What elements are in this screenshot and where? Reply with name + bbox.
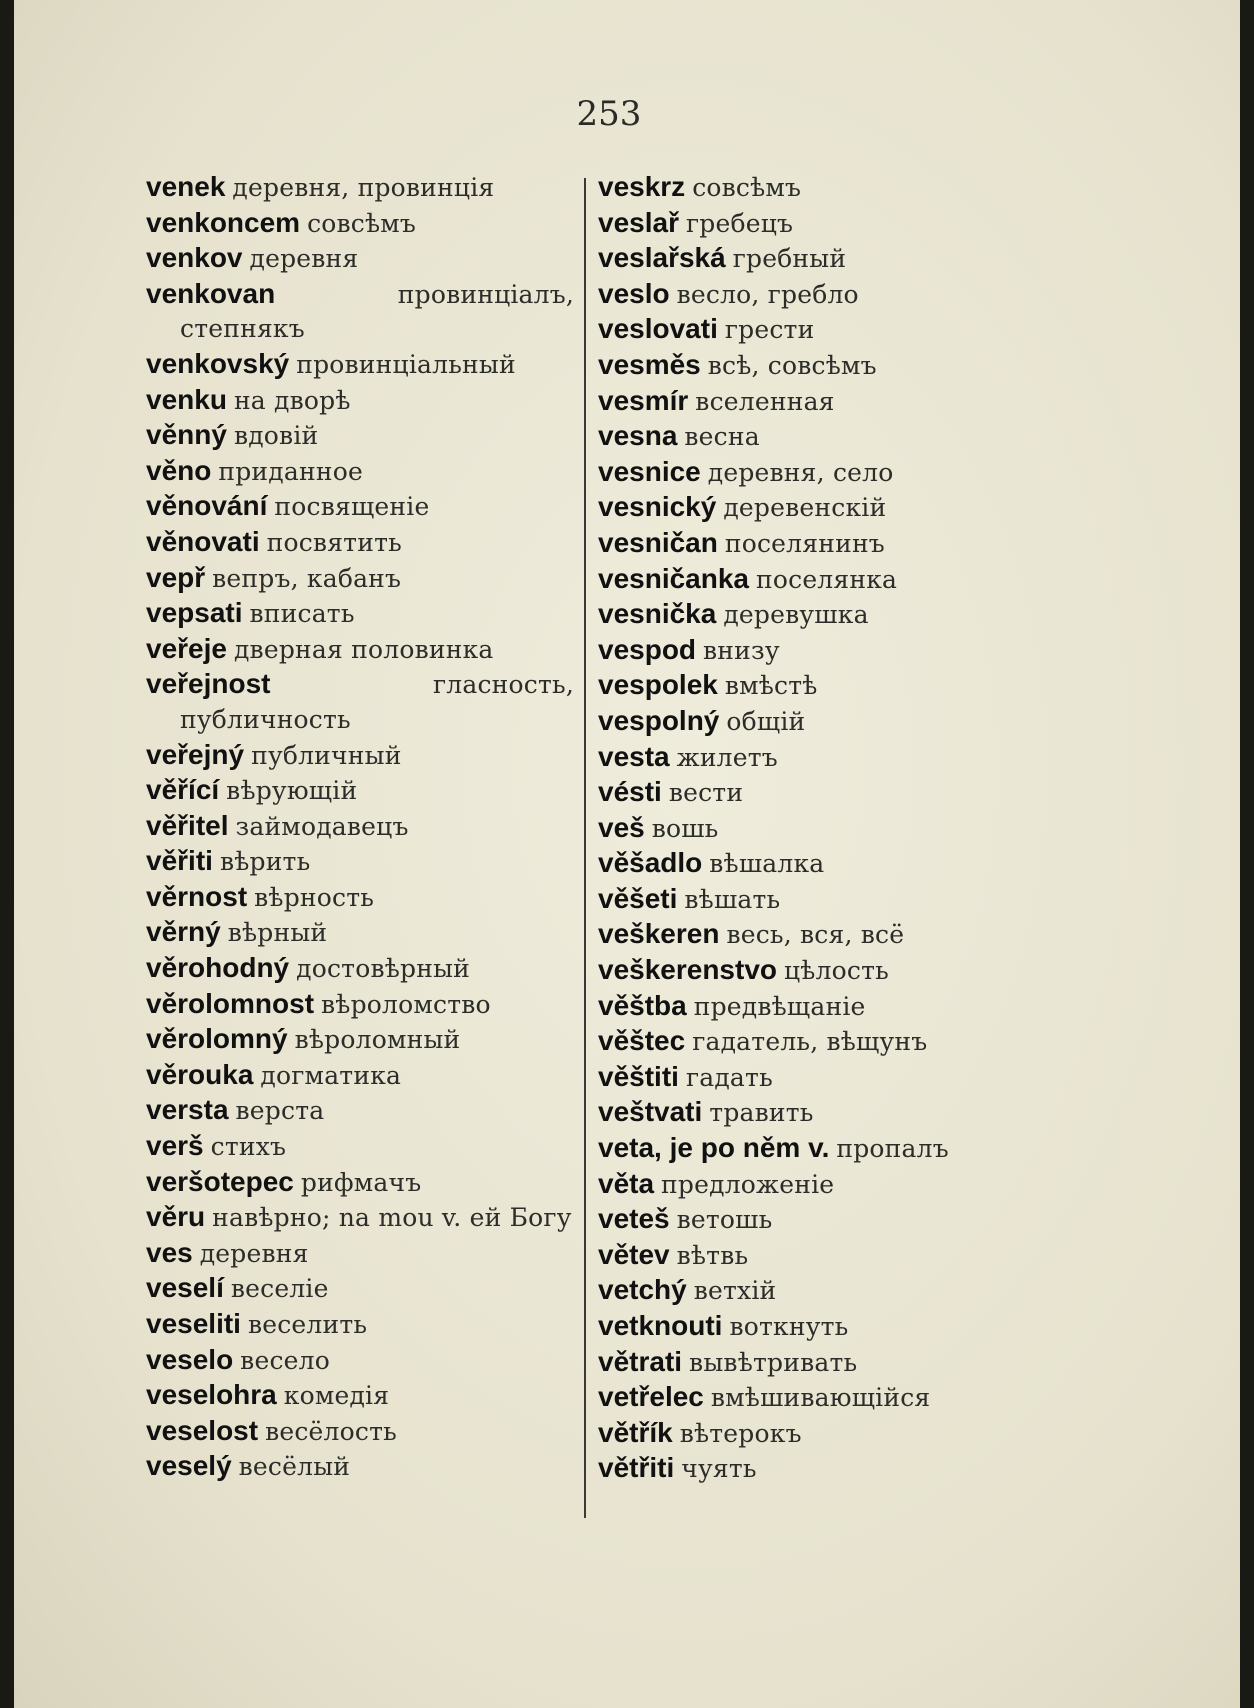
entry-headword: vespolek <box>598 669 718 701</box>
dictionary-entry <box>598 277 1018 313</box>
dictionary-entry <box>146 667 574 737</box>
entry-translation: вѣроломный <box>294 1025 461 1055</box>
entry-headword: veselý <box>146 1450 232 1482</box>
entry-translation: пропалъ <box>836 1134 949 1164</box>
dictionary-entry <box>146 951 574 987</box>
dictionary-entry <box>598 740 1018 776</box>
entry-translation: деревня <box>249 244 359 274</box>
entry-headword: věštba <box>598 989 687 1021</box>
entry-translation: деревня <box>199 1238 309 1268</box>
entry-translation: гадать <box>685 1062 773 1092</box>
entry-translation: поселянинъ <box>724 528 885 558</box>
dictionary-entry <box>146 206 574 242</box>
dictionary-entry <box>598 633 1018 669</box>
entry-headword: vepř <box>146 561 206 593</box>
dictionary-entry <box>146 347 574 383</box>
entry-translation: предвѣщаніе <box>693 991 866 1021</box>
dictionary-entry <box>598 419 1018 455</box>
dictionary-entry <box>146 915 574 951</box>
dictionary-entry <box>146 1022 574 1058</box>
entry-translation: комедія <box>283 1381 390 1411</box>
dictionary-entry <box>598 312 1018 348</box>
entry-headword: veslařská <box>598 242 726 274</box>
entry-headword: verš <box>146 1130 204 1162</box>
dictionary-entry <box>146 383 574 419</box>
entry-translation: вѣроломство <box>321 989 491 1019</box>
dictionary-entry <box>146 596 574 632</box>
dictionary-entry <box>598 704 1018 740</box>
entry-translation: вѣшать <box>684 884 781 914</box>
entry-translation: общій <box>726 706 806 736</box>
entry-headword: vesta <box>598 740 670 772</box>
entry-headword: vespod <box>598 633 697 665</box>
entry-headword: vesnice <box>598 455 701 487</box>
entry-headword: veslo <box>598 277 670 309</box>
entry-translation: на дворѣ <box>233 385 351 415</box>
dictionary-entry <box>598 206 1018 242</box>
dictionary-entry <box>146 1058 574 1094</box>
dictionary-entry <box>146 418 574 454</box>
entry-translation: стихъ <box>210 1132 287 1162</box>
entry-headword: věšadlo <box>598 847 703 879</box>
dictionary-entry <box>598 1416 1018 1452</box>
entry-headword: veselí <box>146 1272 224 1304</box>
dictionary-entry <box>146 809 574 845</box>
entry-headword: větev <box>598 1238 670 1270</box>
entry-translation: поселянка <box>756 564 898 594</box>
entry-headword: veršotepec <box>146 1165 294 1197</box>
dictionary-entry <box>598 562 1018 598</box>
entry-translation: вѣтвь <box>676 1240 749 1270</box>
entry-translation: провинціалъ, степнякъ <box>180 279 574 344</box>
dictionary-entry <box>598 1238 1018 1274</box>
entry-translation: вѣрность <box>254 882 375 912</box>
entry-translation: вдовій <box>233 421 319 451</box>
entry-translation: публичный <box>251 740 402 770</box>
dictionary-entry <box>598 1167 1018 1203</box>
entry-headword: vepsati <box>146 597 243 629</box>
entry-headword: veškeren <box>598 918 720 950</box>
entry-headword: věrohodný <box>146 952 290 984</box>
dictionary-entry <box>146 170 574 206</box>
dictionary-entry <box>146 277 574 347</box>
dictionary-entry <box>598 1309 1018 1345</box>
entry-translation: грести <box>724 315 815 345</box>
dictionary-entry <box>146 1129 574 1165</box>
dictionary-entry <box>598 1095 1018 1131</box>
entry-headword: věštiti <box>598 1060 679 1092</box>
entry-translation: совсѣмъ <box>692 173 802 202</box>
entry-translation: веселить <box>247 1310 368 1339</box>
entry-translation: деревушка <box>723 600 869 630</box>
entry-translation: вывѣтривать <box>689 1347 858 1377</box>
entry-headword: veřeje <box>146 632 227 664</box>
entry-headword: vesmír <box>598 384 689 416</box>
entry-translation: вмѣстѣ <box>724 671 818 701</box>
entry-headword: vesnička <box>598 598 717 630</box>
entry-translation: вѣрный <box>227 918 328 948</box>
dictionary-entry <box>146 489 574 525</box>
entry-headword: veštvati <box>598 1096 703 1128</box>
entry-translation: деревня, провинція <box>232 173 495 202</box>
entry-headword: věno <box>146 454 212 486</box>
entry-headword: vesměs <box>598 348 701 380</box>
entry-headword: veš <box>598 811 645 843</box>
entry-headword: vésti <box>598 776 662 808</box>
page-number: 253 <box>576 94 642 134</box>
entry-headword: věnování <box>146 490 268 522</box>
entry-headword: veřejnost <box>146 668 271 700</box>
entry-headword: věštec <box>598 1025 686 1057</box>
dictionary-entry <box>598 846 1018 882</box>
entry-headword: veškerenstvo <box>598 954 778 986</box>
entry-headword: veskrz <box>598 171 686 202</box>
entry-translation: ветхій <box>693 1276 777 1306</box>
dictionary-entry <box>146 1093 574 1129</box>
dictionary-entry <box>598 1202 1018 1238</box>
entry-headword: ves <box>146 1236 193 1268</box>
entry-translation: верста <box>235 1096 325 1126</box>
entry-headword: věrný <box>146 916 221 948</box>
dictionary-entry <box>598 953 1018 989</box>
entry-headword: vesničan <box>598 526 718 558</box>
entry-translation: весло, гребло <box>676 279 859 309</box>
entry-translation: всѣ, совсѣмъ <box>707 350 877 380</box>
entry-headword: veselost <box>146 1414 259 1446</box>
dictionary-entry <box>598 384 1018 420</box>
entry-headword: venkoncem <box>146 206 301 238</box>
entry-translation: чуять <box>681 1454 757 1484</box>
entry-headword: vesnický <box>598 491 717 523</box>
entry-translation: деревенскій <box>723 493 887 523</box>
entry-headword: veteš <box>598 1203 670 1235</box>
entry-headword: věřiti <box>146 845 213 877</box>
dictionary-entry <box>146 773 574 809</box>
entry-headword: větřiti <box>598 1452 675 1484</box>
entry-translation: вѣрующій <box>226 776 358 806</box>
entry-translation: ветошь <box>676 1205 773 1235</box>
entry-headword: veta, je po něm v. <box>598 1132 830 1164</box>
entry-headword: věšeti <box>598 882 678 914</box>
dictionary-entry <box>598 1345 1018 1381</box>
dictionary-entry <box>146 1165 574 1201</box>
entry-translation: вселенная <box>695 386 835 416</box>
dictionary-entry <box>146 454 574 490</box>
dictionary-entry <box>146 1343 574 1379</box>
entry-headword: věrolomnost <box>146 987 315 1019</box>
entry-headword: věru <box>146 1201 206 1233</box>
entry-translation: весёлость <box>265 1416 397 1446</box>
entry-translation: цѣлость <box>784 956 889 986</box>
entry-translation: займодавецъ <box>235 811 409 841</box>
entry-translation: вепръ, кабанъ <box>212 563 402 593</box>
entry-translation: воткнуть <box>729 1312 849 1341</box>
entry-translation: гребный <box>732 244 847 274</box>
entry-headword: veřejný <box>146 738 245 770</box>
entry-translation: провинціальный <box>296 349 516 379</box>
entry-translation: веселіе <box>230 1274 329 1304</box>
entry-translation: вмѣшивающійся <box>710 1383 931 1413</box>
dictionary-entry <box>146 844 574 880</box>
dictionary-entry <box>146 1271 574 1307</box>
dictionary-entry <box>146 525 574 561</box>
entry-translation: посвятить <box>266 527 402 557</box>
dictionary-entry <box>598 1060 1018 1096</box>
dictionary-entry <box>146 1414 574 1450</box>
entry-translation: вписать <box>249 599 355 629</box>
dictionary-entry <box>598 668 1018 704</box>
entry-translation: приданное <box>218 456 363 486</box>
entry-translation: деревня, село <box>707 457 894 487</box>
entry-headword: vetchý <box>598 1274 687 1306</box>
entry-translation: вѣрить <box>219 847 311 877</box>
entry-translation: гадатель, вѣщунъ <box>692 1027 928 1057</box>
entry-headword: věta <box>598 1167 655 1199</box>
entry-translation: дверная половинка <box>233 634 494 664</box>
dictionary-entry <box>598 1024 1018 1060</box>
entry-headword: veselohra <box>146 1379 277 1411</box>
entry-headword: věrnost <box>146 880 248 912</box>
entry-headword: vespolný <box>598 704 720 736</box>
entry-translation: весь, вся, всё <box>726 920 905 950</box>
dictionary-entry <box>146 561 574 597</box>
entry-headword: věřitel <box>146 809 229 841</box>
dictionary-entry <box>598 490 1018 526</box>
dictionary-entry <box>598 241 1018 277</box>
entry-translation: гласность, публичность <box>180 670 574 734</box>
dictionary-entry <box>598 170 1018 206</box>
entry-translation: посвященіе <box>274 492 430 522</box>
entry-headword: vetřelec <box>598 1381 704 1413</box>
entry-translation: вѣтерокъ <box>679 1418 802 1448</box>
right-column <box>598 170 1018 1487</box>
entry-headword: venek <box>146 171 226 202</box>
dictionary-entry <box>598 455 1018 491</box>
entry-headword: veselo <box>146 1343 234 1375</box>
dictionary-entry <box>598 348 1018 384</box>
dictionary-entry <box>146 738 574 774</box>
dictionary-entry <box>146 1236 574 1272</box>
dictionary-entry <box>598 882 1018 918</box>
entry-translation: вошь <box>651 813 719 843</box>
dictionary-entry <box>598 1380 1018 1416</box>
entry-headword: versta <box>146 1094 229 1126</box>
entry-translation: совсѣмъ <box>307 208 417 238</box>
dictionary-entry <box>598 1451 1018 1487</box>
entry-headword: věnný <box>146 419 227 451</box>
entry-translation: вѣшалка <box>709 849 825 879</box>
entry-translation: внизу <box>703 635 780 665</box>
entry-headword: vetknouti <box>598 1310 723 1341</box>
entry-headword: větrati <box>598 1345 683 1377</box>
entry-headword: venkovský <box>146 347 290 379</box>
dictionary-entry <box>146 880 574 916</box>
entry-headword: větřík <box>598 1416 673 1448</box>
entry-headword: vesničanka <box>598 562 749 594</box>
entry-translation: рифмачъ <box>300 1167 422 1197</box>
dictionary-entry <box>146 1449 574 1485</box>
entry-headword: vesna <box>598 420 678 452</box>
dictionary-entry <box>146 241 574 277</box>
dictionary-entry <box>598 1273 1018 1309</box>
entry-translation: догматика <box>260 1060 402 1090</box>
entry-headword: venkovan <box>146 277 276 309</box>
dictionary-entry <box>146 1378 574 1414</box>
entry-headword: věnovati <box>146 525 260 557</box>
entry-translation: весна <box>684 422 760 452</box>
dictionary-entry <box>598 526 1018 562</box>
dictionary-page <box>14 0 1240 1708</box>
dictionary-entry <box>598 917 1018 953</box>
dictionary-entry <box>598 597 1018 633</box>
entry-translation: гребецъ <box>685 208 794 238</box>
entry-translation: травить <box>709 1098 814 1128</box>
entry-headword: venku <box>146 383 227 415</box>
dictionary-entry <box>598 989 1018 1025</box>
entry-translation: навѣрно; na mou v. ей Богу <box>212 1203 572 1233</box>
entry-headword: věřící <box>146 774 220 806</box>
entry-headword: veslovati <box>598 313 718 345</box>
entry-translation: весело <box>240 1345 330 1375</box>
dictionary-entry <box>146 987 574 1023</box>
entry-headword: veseliti <box>146 1308 241 1339</box>
entry-translation: вести <box>668 778 744 808</box>
dictionary-entry <box>598 811 1018 847</box>
entry-headword: věrouka <box>146 1058 254 1090</box>
dictionary-entry <box>146 632 574 668</box>
entry-translation: предложеніе <box>661 1169 835 1199</box>
entry-translation: весёлый <box>238 1452 351 1482</box>
entry-headword: venkov <box>146 242 243 274</box>
dictionary-entry <box>598 1131 1018 1167</box>
dictionary-entry <box>146 1307 574 1343</box>
entry-headword: věrolomný <box>146 1023 288 1055</box>
entry-translation: достовѣрный <box>296 954 471 984</box>
dictionary-entry <box>146 1200 574 1236</box>
left-column <box>146 170 574 1485</box>
dictionary-entry <box>598 775 1018 811</box>
entry-translation: жилетъ <box>676 742 778 772</box>
column-divider <box>584 178 586 1518</box>
entry-headword: veslař <box>598 206 679 238</box>
